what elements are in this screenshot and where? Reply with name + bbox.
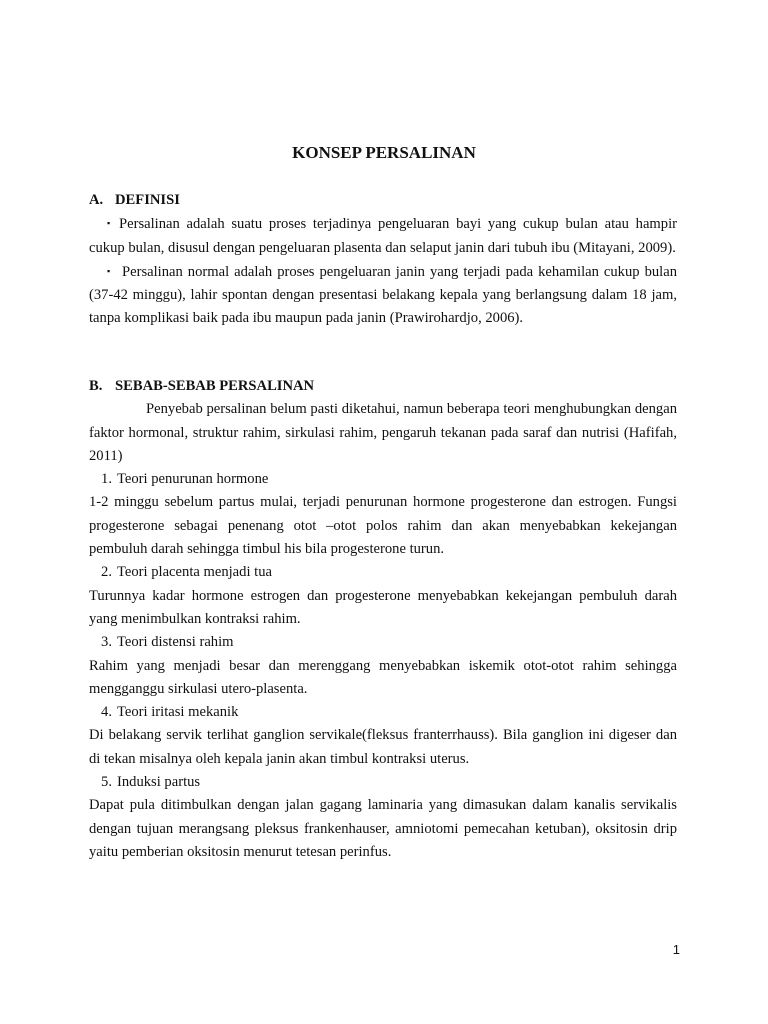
section-definisi [89, 189, 677, 331]
theory-item-5-heading [89, 771, 677, 794]
theory-item-5-title: Induksi partus [117, 774, 201, 791]
theory-item-4-title: Teori iritasi mekanik [117, 704, 239, 721]
definition-bullet-2 [89, 260, 677, 331]
theory-item-2-text: Turunnya kadar hormone estrogen dan progesterone menyebabkan kekejangan pembuluh darah yang menimbulkan kontraksi rahim. [89, 587, 677, 627]
theory-item-2-title: Teori placenta menjadi tua [117, 564, 272, 581]
section-b-number: B. [89, 378, 103, 394]
section-a-number: A. [89, 192, 104, 208]
section-b-heading [89, 375, 677, 398]
theory-item-1-heading [89, 468, 677, 491]
definition-bullet-2-text: Persalinan normal adalah proses pengeluaran janin yang terjadi pada kehamilan cukup bulan (37-42 minggu), lahir spontan dengan presentasi belakang kepala yang berlangsung dalam 18 jam, tanpa komplikasi baik pada ibu maupun pada janin (Prawirohardjo, 2006). [89, 263, 677, 327]
page-number: 1 [672, 942, 680, 957]
section-a-title: DEFINISI [115, 192, 180, 208]
section-b-title: SEBAB-SEBAB PERSALINAN [115, 378, 315, 394]
section-a-heading [89, 189, 677, 212]
theory-item-4-text: Di belakang servik terlihat ganglion servikale(fleksus franterrhauss). Bila ganglion ini digeser dan di tekan misalnya oleh kepala janin akan timbul kontraksi uterus. [89, 727, 677, 767]
document-title: KONSEP PERSALINAN [292, 143, 476, 162]
section-sebab-persalinan [89, 375, 677, 864]
theory-item-1-number: 1. [101, 471, 112, 488]
theory-item-3-heading [89, 631, 677, 654]
theory-item-3-title: Teori distensi rahim [117, 634, 234, 651]
square-bullet-icon: ▪ [107, 218, 111, 229]
section-b-intro: Penyebab persalinan belum pasti diketahui, namun beberapa teori menghubungkan dengan faktor hormonal, struktur rahim, sirkulasi rahim, pengaruh tekanan pada saraf dan nutrisi (Hafifah, 2011) [89, 401, 677, 464]
theory-item-4-number: 4. [101, 704, 112, 721]
theory-item-5-text: Dapat pula ditimbulkan dengan jalan gagang laminaria yang dimasukan dalam kanalis servikalis dengan tujuan merangsang pleksus frankenhauser, amniotomi pemecahan ketuban), oksitosin drip yaitu pemberian oksitosin menurut tetesan perinfus. [89, 797, 677, 860]
square-bullet-icon: ▪ [107, 265, 111, 276]
theory-item-4-heading [89, 701, 677, 724]
theory-item-3-text: Rahim yang menjadi besar dan merenggang menyebabkan iskemik otot-otot rahim sehingga mengganggu sirkulasi utero-plasenta. [89, 657, 677, 697]
theory-item-1-text: 1-2 minggu sebelum partus mulai, terjadi penurunan hormone progesterone dan estrogen. Fungsi progesterone sebagai penenang otot –otot polos rahim dan akan menyebabkan kekejangan pembuluh darah sehingga timbul his bila progesterone turun. [89, 494, 677, 558]
definition-bullet-1 [89, 212, 677, 260]
theory-item-2-heading [89, 561, 677, 584]
theory-item-3-number: 3. [101, 634, 112, 651]
theory-item-5-number: 5. [101, 774, 112, 791]
theory-item-2-number: 2. [101, 564, 112, 581]
definition-bullet-1-text: Persalinan adalah suatu proses terjadinya pengeluaran bayi yang cukup bulan atau hampir cukup bulan, disusul dengan pengeluaran plasenta dan selaput janin dari tubuh ibu (Mitayani, 2009). [89, 216, 677, 256]
theory-item-1-title: Teori penurunan hormone [117, 471, 269, 488]
